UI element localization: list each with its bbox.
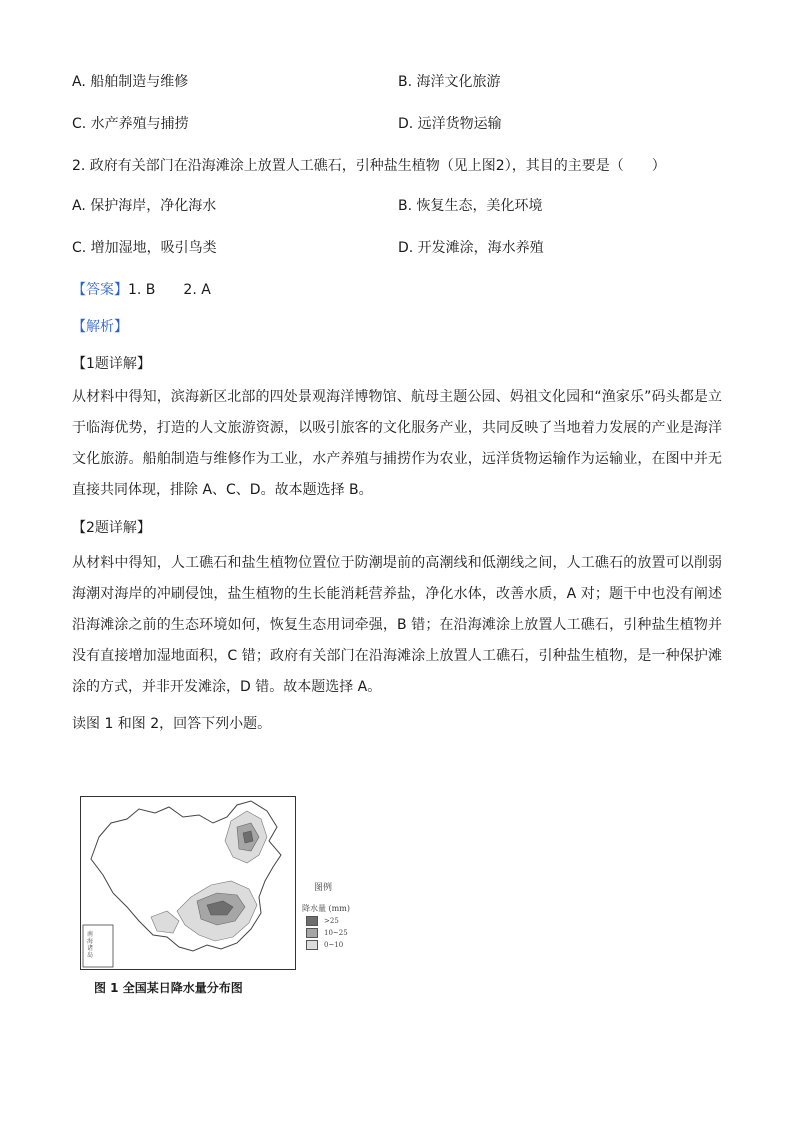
- answer-line: [72, 280, 211, 300]
- figure-caption: 图 1 全国某日降水量分布图: [94, 981, 243, 995]
- legend-row-medium: [302, 928, 382, 938]
- detail2-text: 从材料中得知，人工礁石和盐生植物位置位于防潮堤前的高潮线和低潮线之间，人工礁石的放置可以削弱海潮对海岸的冲刷侵蚀，盐生植物的生长能消耗营养盐，净化水体，改善水质，A 对；题干中也没有阐述沿海滩涂之前的生态环境如何，恢复生态用词牵强，B 错；在沿海滩涂上放置人工礁石，引种盐生植物并没有直接增加湿地面积，C 错；政府有关部门在沿海滩涂上放置人工礁石，引种盐生植物，是一种保护滩涂的方式，并非开发滩涂，D 错。故本题选择 A。: [72, 555, 722, 695]
- precipitation-map: [80, 796, 296, 970]
- detail2-heading: 【2题详解】: [72, 520, 151, 536]
- legend-unit: 降水量 (mm): [302, 904, 350, 913]
- detail1-heading: 【1题详解】: [72, 356, 151, 372]
- q1-option-a: A. 船舶制造与维修: [72, 74, 189, 90]
- q2-option-c: C. 增加湿地，吸引鸟类: [72, 240, 217, 256]
- q2-option-d: D. 开发滩涂，海水养殖: [398, 240, 544, 256]
- legend-row-light: [302, 940, 382, 950]
- china-map-svg: [81, 797, 295, 969]
- map-legend: [302, 880, 382, 950]
- q2-option-a: A. 保护海岸，净化海水: [72, 198, 217, 214]
- legend-swatch: [306, 940, 318, 950]
- legend-swatch: [306, 928, 318, 938]
- legend-label: >25: [324, 917, 339, 925]
- q1-option-b: B. 海洋文化旅游: [398, 74, 501, 90]
- q1-option-c: C. 水产养殖与捕捞: [72, 116, 189, 132]
- figure-1: [80, 796, 380, 1001]
- analysis-label: 【解析】: [72, 319, 128, 335]
- legend-title: 图例: [314, 883, 333, 893]
- rain-zone-heavy-north: [243, 831, 253, 843]
- q2-stem: 2. 政府有关部门在沿海滩涂上放置人工礁石，引种盐生植物（见上图2），其目的主要是（ ）: [72, 158, 666, 174]
- legend-row-heavy: [302, 916, 382, 926]
- q1-option-d: D. 远洋货物运输: [398, 116, 502, 132]
- answer-label: 【答案】: [72, 282, 128, 298]
- answer-value: 1. B 2. A: [128, 282, 211, 298]
- detail1-text: 从材料中得知，滨海新区北部的四处景观海洋博物馆、航母主题公园、妈祖文化园和“渔家乐”码头都是立于临海优势，打造的人文旅游资源，以吸引旅客的文化服务产业，共同反映了当地着力发展的产业是海洋文化旅游。船舶制造与维修作为工业，水产养殖与捕捞作为农业，远洋货物运输作为运输业，在图中并无直接共同体现，排除 A、C、D。故本题选择 B。: [72, 389, 722, 498]
- q2-option-b: B. 恢复生态，美化环境: [398, 198, 543, 214]
- inset-label: 南海诸岛: [87, 931, 94, 959]
- legend-label: 10~25: [324, 929, 348, 937]
- reading-prompt: 读图 1 和图 2，回答下列小题。: [72, 716, 272, 732]
- legend-swatch: [306, 916, 318, 926]
- legend-label: 0~10: [324, 941, 344, 949]
